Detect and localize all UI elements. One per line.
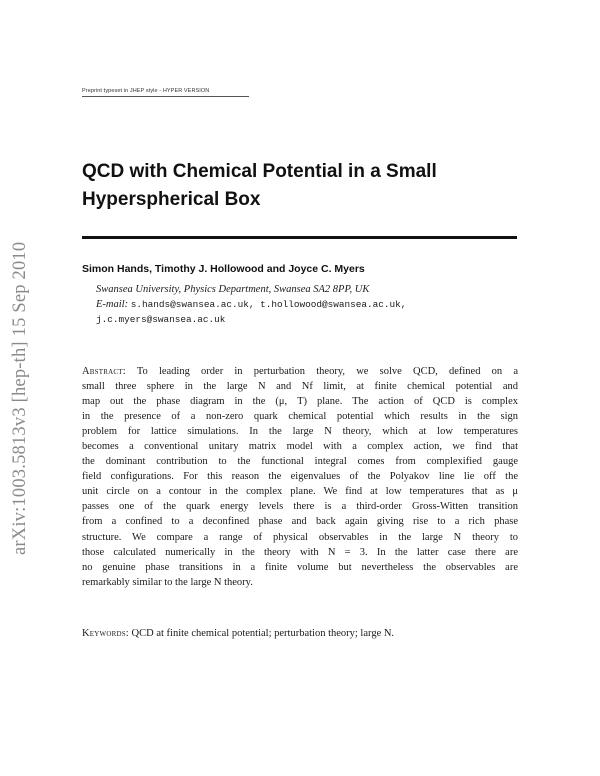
- affiliation: Swansea University, Physics Department, Swansea SA2 8PP, UK: [96, 284, 370, 295]
- paper-title: [82, 158, 502, 214]
- abstract-line: map out the phase diagram in the (μ, T) plane. The action of QCD is complex: [82, 396, 518, 408]
- abstract-label: Abstract:: [82, 366, 126, 377]
- keywords-label: Keywords:: [82, 628, 129, 639]
- author-list: Simon Hands, Timothy J. Hollowood and Joyce C. Myers: [82, 263, 365, 275]
- preprint-note: Preprint typeset in JHEP style - HYPER VERSION: [82, 88, 210, 94]
- email-addresses-1[interactable]: s.hands@swansea.ac.uk, t.hollowood@swansea.ac.uk,: [130, 299, 407, 310]
- abstract-line: in the presence of a non-zero quark chemical potential which results in the sign: [82, 411, 518, 423]
- abstract-line: remarkably similar to the large N theory.: [82, 576, 253, 588]
- abstract-line: problem for lattice simulations. In the large N theory, which at low temperatures: [82, 426, 518, 438]
- abstract-line: from a confined to a deconfined phase and back again giving rise to a rich phase: [82, 516, 518, 528]
- title-line-2: Hyperspherical Box: [82, 189, 261, 210]
- email-line: [96, 297, 406, 312]
- abstract-line: structure. We compare a range of physical observables in the large N theory to: [82, 531, 518, 543]
- abstract-line: unit circle on a contour in the complex plane. We find at low temperatures that as μ: [82, 486, 518, 498]
- email-addresses-2[interactable]: j.c.myers@swansea.ac.uk: [96, 314, 226, 325]
- abstract-line: those calculated numerically in the theory with N = 3. In the latter case there are: [82, 546, 518, 558]
- title-divider: [82, 236, 517, 239]
- arxiv-identifier-stamp: arXiv:1003.5813v3 [hep-th] 15 Sep 2010: [10, 241, 30, 555]
- abstract-line: Abstract: To leading order in perturbation theory, we solve QCD, defined on a: [82, 366, 519, 377]
- preprint-underline: [82, 96, 249, 97]
- abstract-line: passes one of the quark energy levels there is a third-order Gross-Witten transition: [82, 501, 518, 513]
- abstract-line: no genuine phase transitions in a finite volume but nevertheless the observables are: [82, 561, 518, 573]
- abstract-line: becomes a conventional unitary matrix model with a complex action, we find that: [82, 441, 518, 453]
- abstract-line: small three sphere in the large N and Nf limit, at finite chemical potential and: [82, 381, 518, 393]
- title-line-1: QCD with Chemical Potential in a Small: [82, 161, 437, 182]
- abstract-line: the dominant contribution to the functional integral comes from complexified gauge: [82, 456, 518, 468]
- abstract-line: field configurations. For this reason the eigenvalues of the Polyakov line lie off the: [82, 471, 518, 483]
- abstract: [82, 364, 518, 590]
- keywords-text: QCD at finite chemical potential; perturbation theory; large N.: [131, 628, 395, 639]
- email-line-2: [96, 312, 225, 327]
- email-label: E-mail:: [96, 299, 129, 310]
- keywords: [82, 628, 394, 639]
